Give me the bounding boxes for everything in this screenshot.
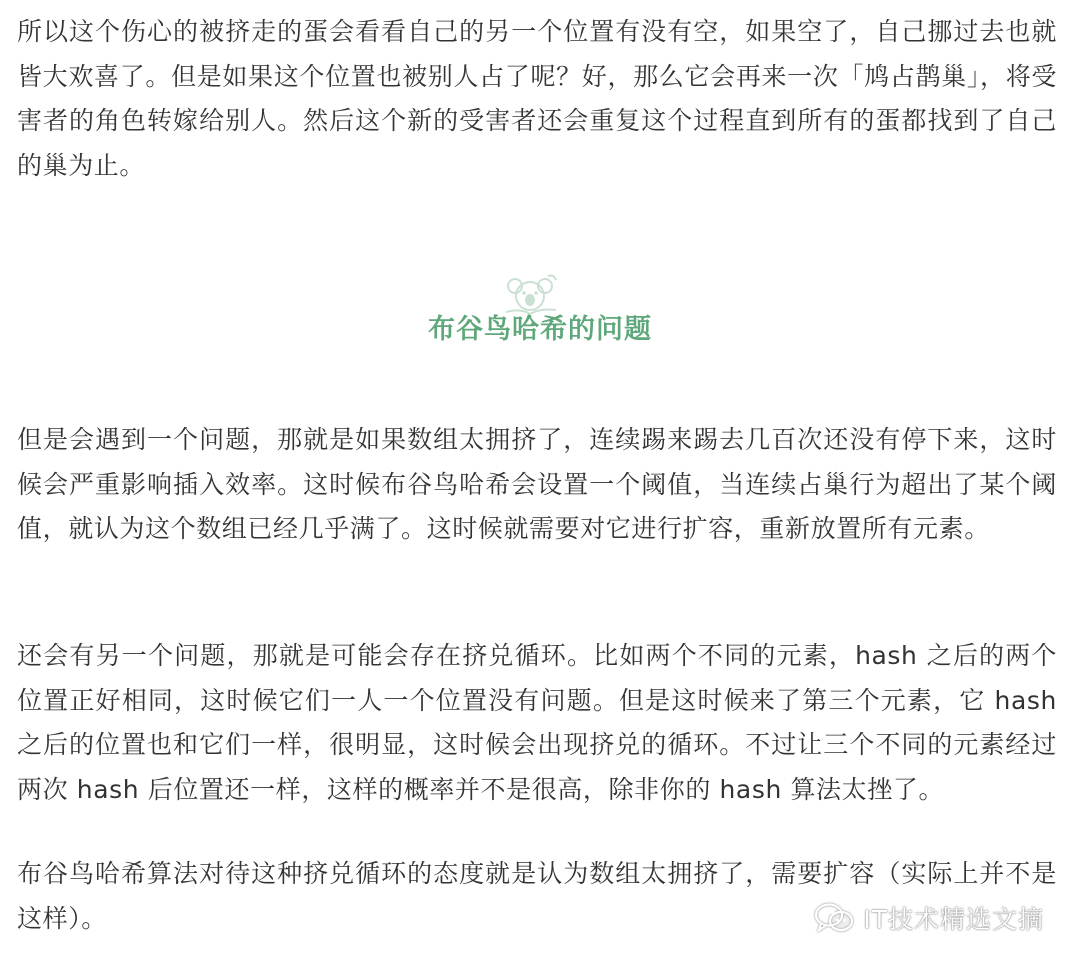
watermark xyxy=(813,896,1044,940)
paragraph-cycle-handling: 布谷鸟哈希算法对待这种挤兑循环的态度就是认为数组太拥挤了，需要扩容（实际上并不是这样）。 xyxy=(17,859,1057,933)
paragraph-cuckoo-displacement: 所以这个伤心的被挤走的蛋会看看自己的另一个位置有没有空，如果空了，自己挪过去也就皆大欢喜了。但是如果这个位置也被别人占了呢？好，那么它会再来一次「鸠占鹊巢」，将受害者的角色转嫁给别人。然后这个新的受害者还会重复这个过程直到所有的蛋都找到了自己的巢为止。 xyxy=(17,17,1057,180)
wechat-icon xyxy=(813,900,855,936)
watermark-label: IT技术精选文摘 xyxy=(863,905,1044,934)
section-title: 布谷鸟哈希的问题 xyxy=(428,314,652,345)
section-heading-block xyxy=(0,270,1080,360)
paragraph-eviction-cycle: 还会有另一个问题，那就是可能会存在挤兑循环。比如两个不同的元素，hash 之后的两个位置正好相同，这时候它们一人一个位置没有问题。但是这时候来了第三个元素，它 hash 之后的位置也和它们一样，很明显，这时候会出现挤兑的循环。不过让三个不同的元素经过两次 hash 后位置还一样，这样的概率并不是很高，除非你的 hash 算法太挫了。 xyxy=(17,641,1057,804)
paragraph-threshold-resize: 但是会遇到一个问题，那就是如果数组太拥挤了，连续踢来踢去几百次还没有停下来，这时候会严重影响插入效率。这时候布谷鸟哈希会设置一个阈值，当连续占巢行为超出了某个阈值，就认为这个数组已经几乎满了。这时候就需要对它进行扩容，重新放置所有元素。 xyxy=(17,425,1057,543)
